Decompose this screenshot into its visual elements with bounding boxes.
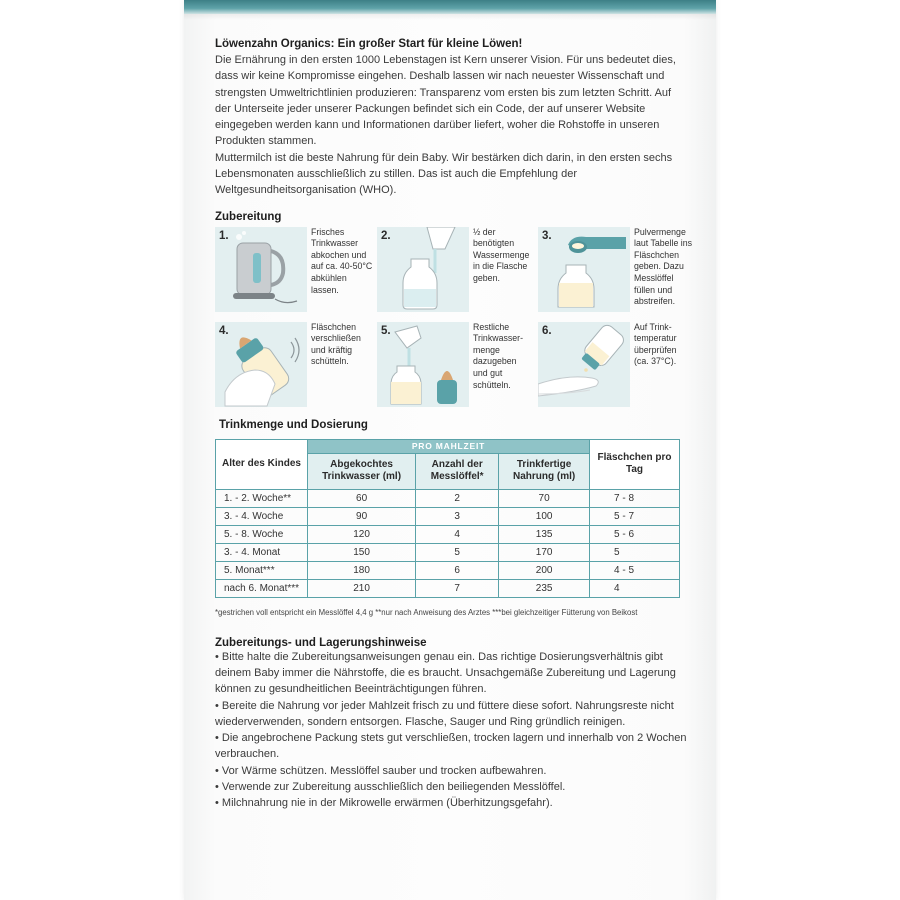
cell-water: 150 (308, 543, 416, 561)
step-text (634, 227, 700, 308)
step-line: temperatur (634, 333, 677, 344)
table-row (216, 525, 680, 543)
cell-water: 60 (308, 489, 416, 507)
step-line: Fläschchen (311, 321, 356, 332)
table-row (216, 507, 680, 525)
cell-per-day: 7 - 8 (590, 489, 680, 507)
dosage-table (215, 439, 680, 598)
intro-title: Löwenzahn Organics: Ein großer Start für kleine Löwen! (215, 38, 523, 50)
cell-ready: 235 (499, 579, 590, 597)
table-row (216, 489, 680, 507)
step-number: 6. (542, 324, 552, 337)
step-line: ½ der (473, 226, 496, 237)
table-row (216, 579, 680, 597)
cell-scoops: 5 (416, 543, 499, 561)
step-line: und gut (473, 368, 503, 379)
cell-scoops: 6 (416, 561, 499, 579)
package-content (215, 30, 693, 812)
step-text (473, 322, 539, 392)
storage-bullets (215, 649, 690, 812)
step-text (473, 227, 539, 285)
step-1 (215, 227, 377, 312)
cell-age: nach 6. Monat*** (216, 579, 308, 597)
cell-scoops: 2 (416, 489, 499, 507)
cell-scoops: 7 (416, 579, 499, 597)
step-line: und kräftig (311, 344, 353, 355)
step-number: 1. (219, 229, 229, 242)
step-line: Frisches (311, 226, 345, 237)
col-header-per-day: Fläschchen pro Tag (590, 439, 680, 489)
step-text (634, 322, 700, 368)
dosage-heading: Trinkmenge und Dosierung (219, 418, 368, 431)
step-line: Pulvermenge (634, 226, 686, 237)
col-header-scoops: Anzahl der Messlöffel* (416, 453, 499, 489)
list-item: • Die angebrochene Packung stets gut verschließen, trocken lagern und innerhalb von 2 Wochen verbrauchen. (215, 732, 687, 761)
step-text (311, 227, 377, 297)
top-shadow (184, 14, 716, 20)
preparation-heading: Zubereitung (215, 210, 282, 223)
step-line: schütteln. (311, 356, 349, 367)
storage-heading: Zubereitungs- und Lagerungshinweise (215, 636, 427, 649)
step-5 (377, 322, 539, 407)
cell-water: 120 (308, 525, 416, 543)
dosage-table-wrapper (215, 439, 680, 598)
table-row (216, 561, 680, 579)
step-line: Wassermenge (473, 249, 530, 260)
cell-ready: 200 (499, 561, 590, 579)
step-number: 4. (219, 324, 229, 337)
preparation-steps (215, 226, 693, 417)
step-line: füllen und (634, 284, 673, 295)
list-item: • Vor Wärme schützen. Messlöffel sauber und trocken aufbewahren. (215, 764, 547, 777)
cell-per-day: 4 (590, 579, 680, 597)
cell-scoops: 4 (416, 525, 499, 543)
kettle-illustration (215, 227, 307, 312)
cell-per-day: 5 - 7 (590, 507, 680, 525)
cell-per-day: 4 - 5 (590, 561, 680, 579)
cell-age: 5. - 8. Woche (216, 525, 308, 543)
col-header-ready: Trinkfertige Nahrung (ml) (499, 453, 590, 489)
list-item: • Bitte halte die Zubereitungsanweisungen genau ein. Das richtige Dosierungsverhältnis gibt deinem Baby immer die Nährstoffe, die es braucht. Unsachgemäße Zubereitung und Lagerung können zu gesundheitlichen Beeinträchtigungen führen. (215, 650, 676, 696)
step-6 (538, 322, 700, 407)
pour-water-illustration (377, 227, 469, 312)
cell-ready: 100 (499, 507, 590, 525)
cell-ready: 135 (499, 525, 590, 543)
step-line: Trinkwasser (311, 238, 359, 249)
step-line: Trinkwasser- (473, 333, 524, 344)
step-line: Restliche (473, 321, 510, 332)
step-line: lassen. (311, 284, 339, 295)
step-line: abstreifen. (634, 296, 676, 307)
step-line: dazugeben (473, 356, 517, 367)
intro-paragraph-1: Die Ernährung in den ersten 1000 Lebenstagen ist Kern unserer Vision. Für uns bedeutet dies, dass wir keine Kompromisse eingehen. Deshalb lassen wir nach neuester Wissenschaft und strengsten Umweltrichtlinien produzieren: Transparenz vom ersten bis zum letzten Schritt. Auf der Unterseite jeder unserer Packungen befindet sich ein Code, der auf unserer Website eingegeben werden kann und Informationen darüber liefert, woher die Rohstoffe in unseren Produkten stammen. (215, 54, 676, 148)
step-line: (ca. 37°C). (634, 356, 677, 367)
list-item: • Milchnahrung nie in der Mikrowelle erwärmen (Überhitzungsgefahr). (215, 797, 553, 810)
step-number: 5. (381, 324, 391, 337)
step-line: verschließen (311, 333, 361, 344)
table-row (216, 543, 680, 561)
add-remaining-water-illustration (377, 322, 469, 407)
cell-per-day: 5 - 6 (590, 525, 680, 543)
step-line: Fläschchen (634, 249, 679, 260)
add-powder-illustration (538, 227, 630, 312)
check-temperature-illustration (538, 322, 630, 407)
cell-scoops: 3 (416, 507, 499, 525)
step-3 (538, 227, 700, 312)
step-number: 2. (381, 229, 391, 242)
intro-paragraph-2: Muttermilch ist die beste Nahrung für dein Baby. Wir bestärken dich darin, in den ersten sechs Lebensmonaten ausschließlich zu stillen. Das ist auch die Empfehlung der Weltgesundheitsorganisation (WHO). (215, 151, 673, 197)
cell-age: 1. - 2. Woche** (216, 489, 308, 507)
dosage-footnote: *gestrichen voll entspricht ein Messlöffel 4,4 g **nur nach Anweisung des Arztes ***bei gleichzeitiger Fütterung von Beikost (215, 607, 638, 617)
package-top-band (184, 0, 716, 14)
step-line: benötigten (473, 238, 515, 249)
step-line: Messlöffel (634, 273, 674, 284)
step-line: laut Tabelle ins (634, 238, 693, 249)
cell-ready: 70 (499, 489, 590, 507)
list-item: • Verwende zur Zubereitung ausschließlich den beiliegenden Messlöffel. (215, 781, 566, 794)
step-line: abkühlen (311, 273, 347, 284)
step-line: abkochen und (311, 249, 367, 260)
step-line: schütteln. (473, 379, 511, 390)
step-2 (377, 227, 539, 312)
step-line: geben. (473, 273, 500, 284)
step-line: in die Flasche (473, 261, 528, 272)
step-line: menge (473, 344, 500, 355)
step-text (311, 322, 377, 368)
cell-water: 90 (308, 507, 416, 525)
cell-water: 180 (308, 561, 416, 579)
step-4 (215, 322, 377, 407)
cell-age: 5. Monat*** (216, 561, 308, 579)
cell-water: 210 (308, 579, 416, 597)
step-line: überprüfen (634, 344, 677, 355)
step-line: auf ca. 40-50°C (311, 261, 373, 272)
cell-per-day: 5 (590, 543, 680, 561)
col-header-age: Alter des Kindes (216, 439, 308, 489)
cell-age: 3. - 4. Woche (216, 507, 308, 525)
group-header-per-meal: PRO MAHLZEIT (308, 439, 590, 453)
package-back (184, 0, 716, 900)
col-header-water: Abgekochtes Trinkwasser (ml) (308, 453, 416, 489)
list-item: • Bereite die Nahrung vor jeder Mahlzeit frisch zu und füttere diese sofort. Nahrungsreste nicht wiederverwenden, sondern entsorgen. Flasche, Sauger und Ring gründlich reinigen. (215, 699, 674, 728)
step-line: geben. Dazu (634, 261, 684, 272)
shake-bottle-illustration (215, 322, 307, 407)
step-number: 3. (542, 229, 552, 242)
cell-ready: 170 (499, 543, 590, 561)
cell-age: 3. - 4. Monat (216, 543, 308, 561)
step-line: Auf Trink- (634, 321, 672, 332)
